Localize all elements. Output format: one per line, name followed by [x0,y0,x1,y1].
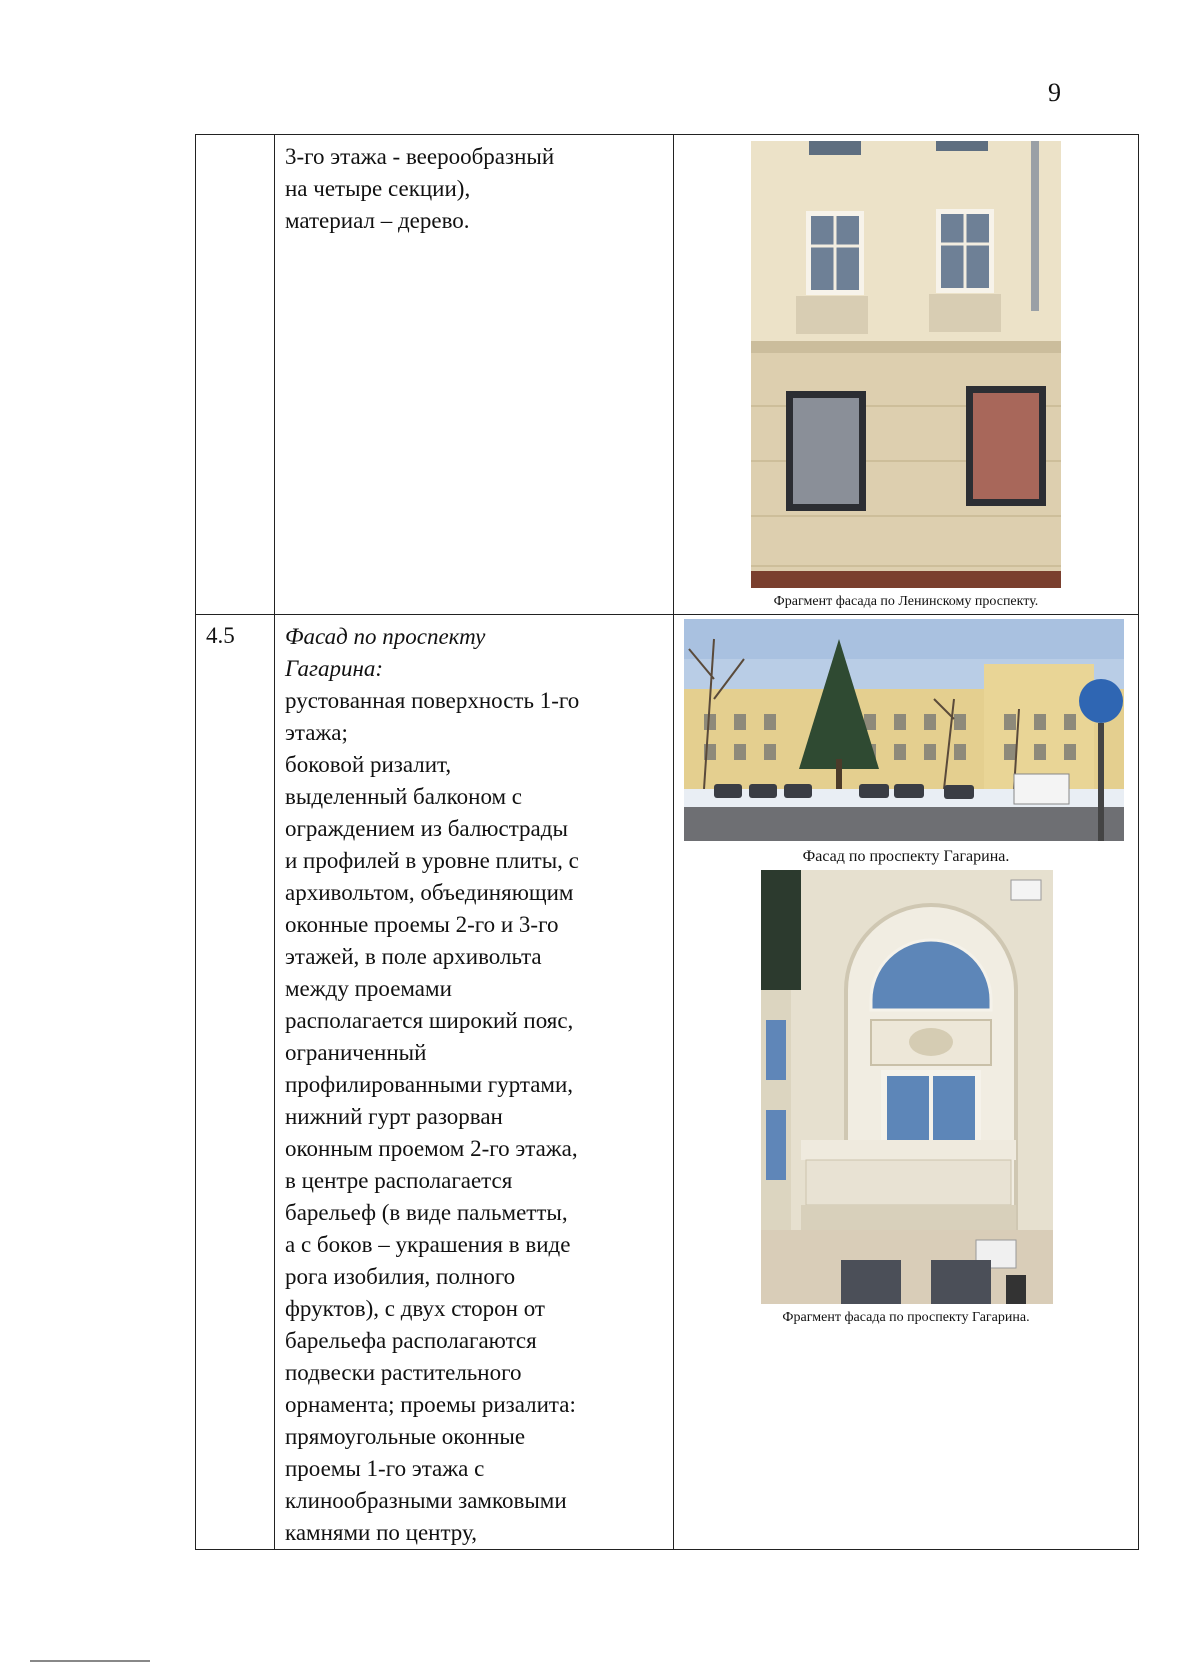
row-description-cell [275,135,674,615]
description-line: фруктов), с двух сторон от [285,1296,545,1321]
description-line: ограждением из балюстрады [285,816,568,841]
description-line: клинообразными замковыми [285,1488,567,1513]
description-line: архивольтом, объединяющим [285,880,574,905]
description-line: прямоугольные оконные [285,1424,526,1449]
description-line: орнамента; проемы ризалита: [285,1392,576,1417]
table-row [196,135,1139,615]
description-line: ограниченный [285,1040,427,1065]
photo-caption: Фрагмент фасада по Ленинскому проспекту. [773,594,1039,609]
photo-caption: Фрагмент фасада по проспекту Гагарина. [782,1310,1030,1325]
photo-caption: Фасад по проспекту Гагарина. [802,848,1010,865]
description-line: 3-го этажа - веерообразный [285,144,555,169]
description-line: проемы 1-го этажа с [285,1456,485,1481]
row-description-cell [275,615,674,1550]
description-line: в центре располагается [285,1168,513,1193]
description-line: подвески растительного [285,1360,522,1385]
photo-leninsky-facade-fragment [751,141,1061,588]
description-line: этажей, в поле архивольта [285,944,542,969]
table-row [196,615,1139,1550]
photo-gagarin-facade [684,619,1124,841]
photo-gagarin-facade-fragment [761,870,1053,1304]
description-heading-line: Фасад по проспекту [285,624,486,649]
description-line: рога изобилия, полного [285,1264,516,1289]
description-line: рустованная поверхность 1-го [285,688,580,713]
description-line: оконным проемом 2-го этажа, [285,1136,578,1161]
description-line: выделенный балконом с [285,784,523,809]
description-line: барельефа располагаются [285,1328,537,1353]
description-line: оконные проемы 2-го и 3-го [285,912,559,937]
page-number: 9 [1048,78,1061,107]
row-number-cell [196,135,275,615]
row-number-cell: 4.5 [196,615,275,1550]
description-heading-line: Гагарина: [285,656,384,681]
description-line: а с боков – украшения в виде [285,1232,571,1257]
description-line: барельеф (в виде пальметты, [285,1200,568,1225]
document-table [195,134,1139,1550]
description-line: нижний гурт разорван [285,1104,503,1129]
footer-rule [30,1660,150,1662]
description-line: материал – дерево. [285,208,470,233]
description-line: и профилей в уровне плиты, с [285,848,579,873]
description-line: между проемами [285,976,452,1001]
description-line: на четыре секции), [285,176,471,201]
description-line: камнями по центру, [285,1520,477,1545]
description-line: профилированными гуртами, [285,1072,574,1097]
description-line: располагается широкий пояс, [285,1008,574,1033]
row-photos-cell [674,135,1139,615]
description-line: этажа; [285,720,348,745]
description-line: боковой ризалит, [285,752,452,777]
row-photos-cell [674,615,1139,1550]
